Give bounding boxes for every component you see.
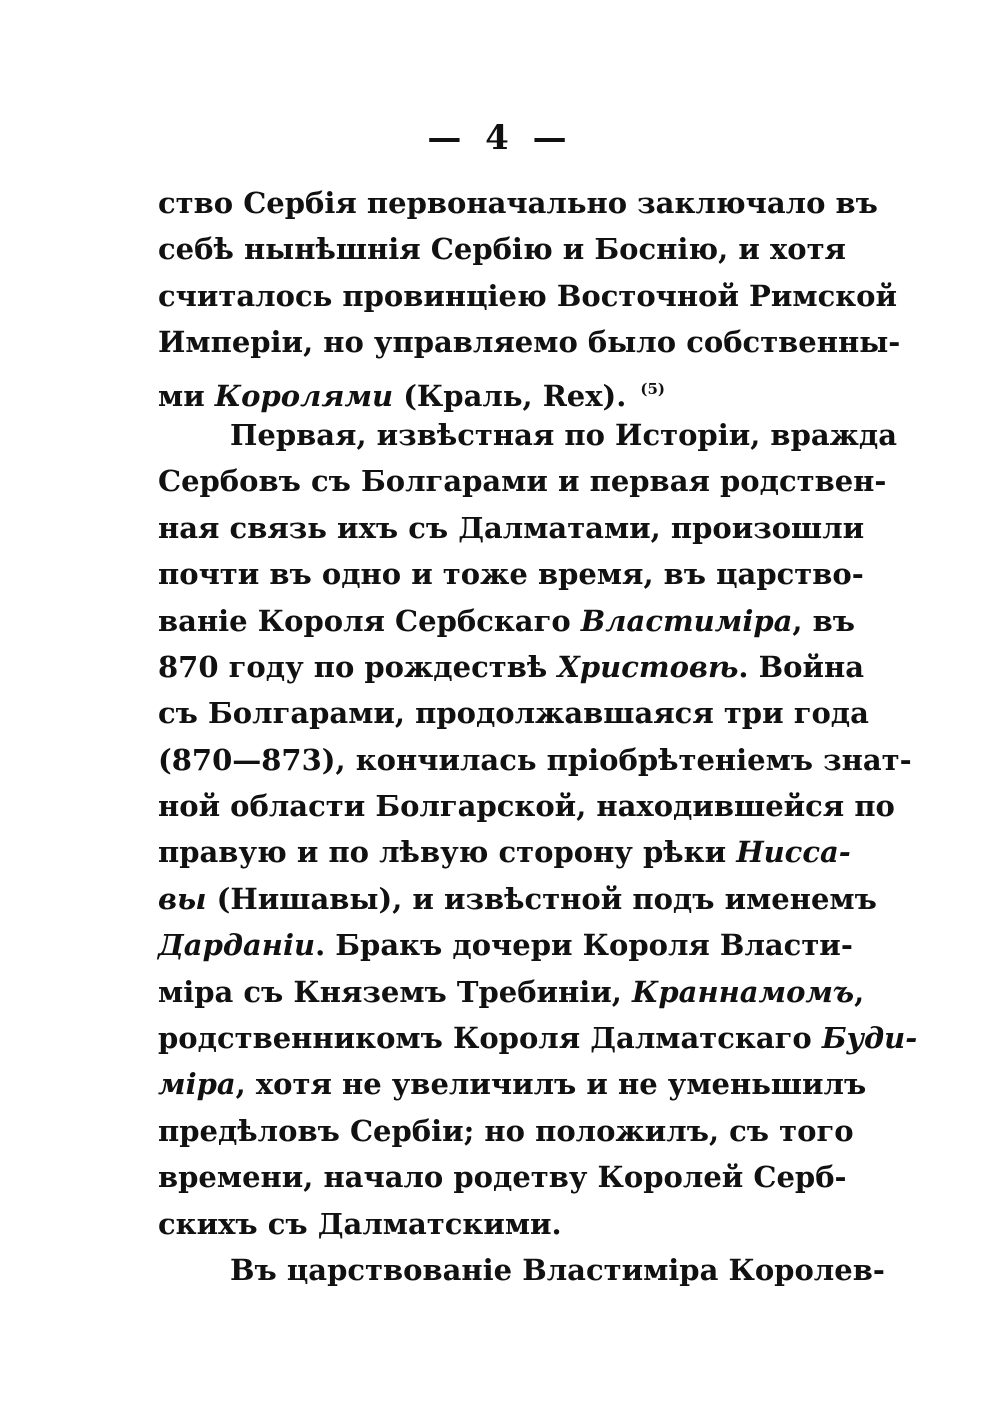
text-line bbox=[158, 412, 898, 458]
text-segment: считалось провинціею Восточной Римской bbox=[158, 278, 898, 313]
text-segment: Первая, извѣстная по Исторіи, вражда bbox=[230, 417, 898, 452]
text-line bbox=[158, 273, 898, 319]
text-segment: , хотя не увеличилъ и не уменьшилъ bbox=[235, 1067, 867, 1102]
text-line bbox=[158, 1015, 918, 1061]
text-segment: почти въ одно и тоже время, въ царство- bbox=[158, 557, 864, 592]
text-segment: ная связь ихъ съ Далматами, произошли bbox=[158, 510, 865, 545]
text-line bbox=[158, 226, 846, 272]
text-segment: съ Болгарами, продолжавшаяся три года bbox=[158, 696, 869, 731]
text-line bbox=[158, 505, 865, 551]
text-segment: ми bbox=[158, 378, 215, 413]
text-line bbox=[158, 969, 865, 1015]
text-line bbox=[158, 319, 901, 365]
text-line bbox=[158, 1201, 818, 1247]
text-segment: правую и по лѣвую сторону рѣки bbox=[158, 835, 737, 870]
text-segment: . Война bbox=[738, 649, 864, 684]
text-line bbox=[158, 737, 912, 783]
text-line bbox=[158, 180, 878, 226]
italic-name: міра bbox=[158, 1067, 236, 1102]
text-line bbox=[158, 598, 855, 644]
text-segment: 870 году по рождествѣ bbox=[158, 649, 558, 684]
text-segment: времени, начало родетву Королей Серб- bbox=[158, 1160, 847, 1195]
italic-name: вы bbox=[158, 881, 207, 916]
text-segment: міра съ Княземъ Требиніи, bbox=[158, 974, 632, 1009]
italic-name: Христовѣ bbox=[557, 649, 739, 684]
text-segment: , bbox=[854, 974, 865, 1009]
text-line bbox=[158, 922, 853, 968]
text-line bbox=[158, 366, 818, 412]
text-segment: ваніе Короля Сербскаго bbox=[158, 603, 581, 638]
text-line bbox=[158, 829, 851, 875]
text-line bbox=[158, 690, 869, 736]
footnote-reference: (5) bbox=[640, 379, 665, 398]
text-segment: Имперіи, но управляемо было собственны- bbox=[158, 325, 901, 360]
text-segment: (Нишавы), и извѣстной подъ именемъ bbox=[206, 881, 877, 916]
text-segment: . Бракъ дочери Короля Власти- bbox=[315, 928, 853, 963]
text-line bbox=[158, 551, 864, 597]
page-number: — 4 — bbox=[427, 118, 573, 158]
text-line bbox=[158, 1108, 854, 1154]
text-line bbox=[158, 1247, 885, 1293]
italic-name: Нисса- bbox=[736, 835, 851, 870]
body-text bbox=[158, 180, 918, 1293]
text-line bbox=[158, 1061, 867, 1107]
text-segment: ной области Болгарской, находившейся по bbox=[158, 789, 895, 824]
text-segment: родственникомъ Короля Далматскаго bbox=[158, 1021, 822, 1056]
text-line bbox=[158, 783, 895, 829]
italic-name: Королями bbox=[214, 378, 394, 413]
italic-name: Дарданіи bbox=[158, 928, 316, 963]
text-segment: , въ bbox=[792, 603, 855, 638]
italic-name: Краннамомъ bbox=[632, 974, 855, 1009]
text-line bbox=[158, 458, 887, 504]
italic-name: Властиміра bbox=[580, 603, 793, 638]
text-segment: (Краль, Rex). bbox=[393, 378, 627, 413]
text-segment: предѣловъ Сербіи; но положилъ, съ того bbox=[158, 1113, 854, 1148]
text-line bbox=[158, 1154, 847, 1200]
text-line bbox=[158, 876, 877, 922]
text-segment: себѣ нынѣшнія Сербію и Боснію, и хотя bbox=[158, 232, 846, 267]
text-segment: скихъ съ Далматскими. bbox=[158, 1206, 562, 1241]
text-segment: Въ царствованіе Властиміра Королев- bbox=[230, 1252, 885, 1287]
text-line bbox=[158, 644, 864, 690]
italic-name: Буди- bbox=[821, 1021, 918, 1056]
text-segment: (870—873), кончилась пріобрѣтеніемъ знат- bbox=[158, 742, 912, 777]
text-segment: ство Сербія первоначально заключало въ bbox=[158, 186, 878, 220]
text-segment: Сербовъ съ Болгарами и первая родствен- bbox=[158, 464, 887, 499]
